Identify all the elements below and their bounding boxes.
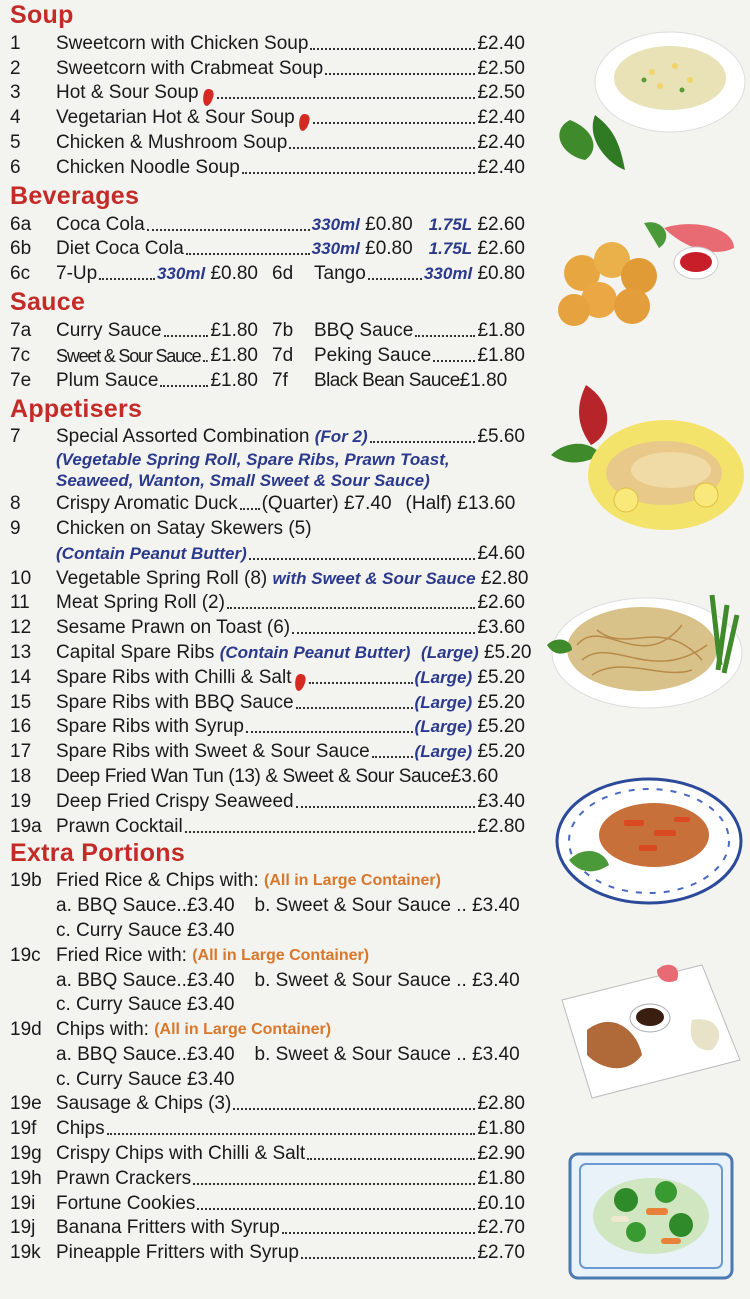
- chilli-beef-photo: [554, 775, 744, 907]
- menu-item: 2 Sweetcorn with Crabmeat Soup £2.50: [10, 57, 525, 79]
- section-title-beverages: Beverages: [10, 181, 140, 210]
- section-title-extra-portions: Extra Portions: [10, 838, 186, 867]
- menu-item: 19k Pineapple Fritters with Syrup £2.70: [10, 1242, 525, 1264]
- menu-item: 9 Chicken on Satay Skewers (5): [10, 517, 312, 539]
- menu-item: 19i Fortune Cookies £0.10: [10, 1192, 525, 1214]
- menu-item: 3 Hot & Sour Soup £2.50: [10, 80, 525, 105]
- menu-item-group: 19b Fried Rice & Chips with: (All in Large Container): [10, 870, 441, 892]
- menu-item: 7b BBQ Sauce £1.80: [272, 319, 525, 341]
- noodles-photo: [542, 585, 746, 715]
- menu-item: 19a Prawn Cocktail £2.80: [10, 815, 525, 837]
- menu-item: 16 Spare Ribs with Syrup (Large) £5.20: [10, 716, 525, 738]
- sub-options: a. BBQ Sauce .. £3.40 b. Sweet & Sour Sauce .. £3.40: [56, 895, 520, 917]
- menu-item: 6d Tango 330ml £0.80: [272, 263, 525, 285]
- menu-item: 10 Vegetable Spring Roll (8) with Sweet & Sour Sauce £2.80: [10, 567, 529, 589]
- section-title-soup: Soup: [10, 1, 74, 29]
- duck-photo: [552, 960, 744, 1100]
- sub-options: a. BBQ Sauce .. £3.40 b. Sweet & Sour Sauce .. £3.40: [56, 969, 520, 991]
- menu-item: 7a Curry Sauce £1.80: [10, 319, 258, 341]
- menu-item-pair: [10, 260, 525, 285]
- menu-item: 12 Sesame Prawn on Toast (6) £3.60: [10, 617, 525, 639]
- menu-item: 8 Crispy Aromatic Duck (Quarter) £7.40 (Half) £13.60: [10, 493, 516, 515]
- menu-item: 15 Spare Ribs with BBQ Sauce (Large) £5.20: [10, 691, 525, 713]
- menu-item: 19h Prawn Crackers £1.80: [10, 1167, 525, 1189]
- section-title-sauce: Sauce: [10, 288, 86, 317]
- menu-item: 19f Chips £1.80: [10, 1118, 525, 1140]
- menu-column: [10, 0, 532, 1264]
- menu-item: 18 Deep Fried Wan Tun (13) & Sweet & Sour Sauce £3.60: [10, 765, 499, 787]
- menu-item: 17 Spare Ribs with Sweet & Sour Sauce (Large) £5.20: [10, 741, 525, 763]
- menu-item: 13 Capital Spare Ribs (Contain Peanut Butter) (Large) £5.20: [10, 641, 532, 663]
- menu-item: 7c Sweet & Sour Sauce £1.80: [10, 344, 258, 366]
- lemon-chicken-photo: [546, 385, 746, 535]
- fritters-photo: [544, 218, 744, 336]
- menu-item: 7 Special Assorted Combination (For 2) £5.60: [10, 426, 525, 448]
- sub-options: c. Curry Sauce £3.40: [56, 919, 235, 941]
- menu-item: 11 Meat Spring Roll (2) £2.60: [10, 592, 525, 614]
- menu-item-pair: [10, 342, 525, 367]
- section-title-appetisers: Appetisers: [10, 394, 143, 423]
- menu-item: 14 Spare Ribs with Chilli & Salt (Large) £5.20: [10, 664, 525, 689]
- sub-options: c. Curry Sauce £3.40: [56, 1068, 235, 1090]
- menu-item: 4 Vegetarian Hot & Sour Soup £2.40: [10, 104, 525, 129]
- menu-item: 5 Chicken & Mushroom Soup £2.40: [10, 131, 525, 153]
- menu-item: 7d Peking Sauce £1.80: [272, 344, 525, 366]
- menu-item: 19 Deep Fried Crispy Seaweed £3.40: [10, 790, 525, 812]
- menu-item: 7f Black Bean Sauce £1.80: [272, 369, 508, 391]
- menu-item: 1 Sweetcorn with Chicken Soup £2.40: [10, 32, 525, 54]
- menu-item-group: 19c Fried Rice with: (All in Large Container): [10, 944, 370, 966]
- menu-item: 19e Sausage & Chips (3) £2.80: [10, 1093, 525, 1115]
- menu-item: 6 Chicken Noodle Soup £2.40: [10, 156, 525, 178]
- menu-item-pair: [10, 317, 525, 342]
- menu-item: 6a Coca Cola 330ml £0.80 1.75L £2.60: [10, 213, 525, 235]
- menu-item: 19g Crispy Chips with Chilli & Salt £2.90: [10, 1143, 525, 1165]
- menu-item-pair: [10, 367, 525, 392]
- sub-options: c. Curry Sauce £3.40: [56, 994, 235, 1016]
- item-description: Seaweed, Wanton, Small Sweet & Sour Sauce): [56, 471, 430, 491]
- stir-fry-photo: [566, 1150, 736, 1282]
- soup-bowl-photo: [540, 20, 748, 170]
- sub-options: a. BBQ Sauce .. £3.40 b. Sweet & Sour Sauce .. £3.40: [56, 1043, 520, 1065]
- menu-item-group: 19d Chips with: (All in Large Container): [10, 1019, 332, 1041]
- food-photos-column: [538, 0, 750, 1299]
- menu-item: 7e Plum Sauce £1.80: [10, 369, 258, 391]
- menu-item-continued: (Contain Peanut Butter) £4.60: [56, 542, 525, 564]
- menu-item: 6b Diet Coca Cola 330ml £0.80 1.75L £2.60: [10, 238, 525, 260]
- menu-item: 6c 7-Up 330ml £0.80: [10, 263, 258, 285]
- menu-item: 19j Banana Fritters with Syrup £2.70: [10, 1217, 525, 1239]
- item-description: (Vegetable Spring Roll, Spare Ribs, Prawn Toast,: [56, 450, 450, 470]
